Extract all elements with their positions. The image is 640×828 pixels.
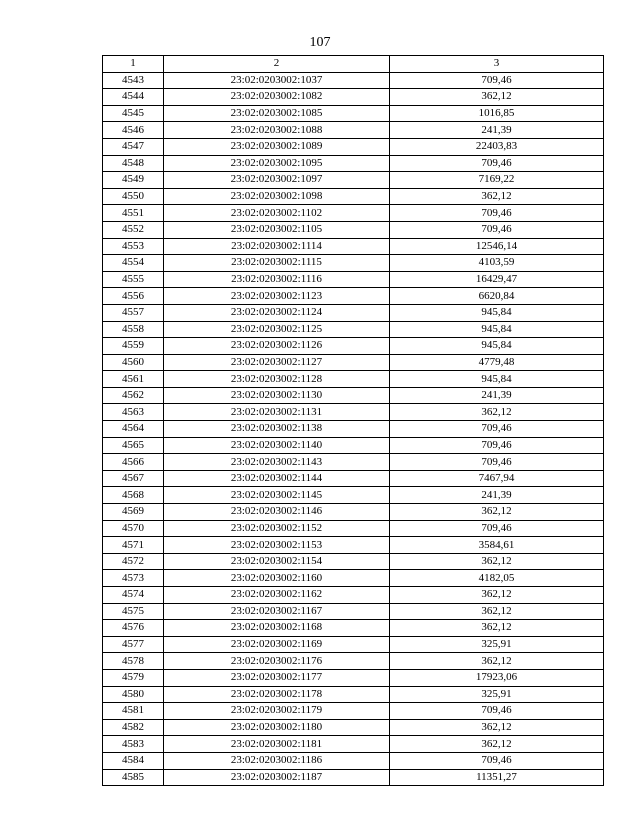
table-row — [103, 188, 604, 205]
cadastral-number-cell: 23:02:0203002:1088 — [164, 122, 390, 139]
table-row — [103, 288, 604, 305]
cadastral-number-cell: 23:02:0203002:1176 — [164, 653, 390, 670]
table-row — [103, 736, 604, 753]
cadastral-number-cell: 23:02:0203002:1168 — [164, 620, 390, 637]
row-number-cell: 4564 — [103, 421, 164, 438]
row-number-cell: 4561 — [103, 371, 164, 388]
cadastral-number-cell: 23:02:0203002:1178 — [164, 686, 390, 703]
row-number-cell: 4550 — [103, 188, 164, 205]
value-cell: 945,84 — [390, 321, 604, 338]
table-row — [103, 470, 604, 487]
table-row — [103, 437, 604, 454]
cadastral-number-cell: 23:02:0203002:1097 — [164, 172, 390, 189]
cadastral-number-cell: 23:02:0203002:1146 — [164, 504, 390, 521]
cadastral-number-cell: 23:02:0203002:1145 — [164, 487, 390, 504]
row-number-cell: 4559 — [103, 338, 164, 355]
value-cell: 362,12 — [390, 89, 604, 106]
value-cell: 709,46 — [390, 520, 604, 537]
cadastral-number-cell: 23:02:0203002:1186 — [164, 752, 390, 769]
cadastral-number-cell: 23:02:0203002:1167 — [164, 603, 390, 620]
table-row — [103, 172, 604, 189]
row-number-cell: 4576 — [103, 620, 164, 637]
row-number-cell: 4567 — [103, 470, 164, 487]
row-number-cell: 4563 — [103, 404, 164, 421]
cadastral-number-cell: 23:02:0203002:1116 — [164, 271, 390, 288]
value-cell: 709,46 — [390, 155, 604, 172]
row-number-cell: 4551 — [103, 205, 164, 222]
table-row — [103, 421, 604, 438]
table-row — [103, 205, 604, 222]
row-number-cell: 4547 — [103, 138, 164, 155]
table-row — [103, 387, 604, 404]
cadastral-number-cell: 23:02:0203002:1160 — [164, 570, 390, 587]
value-cell: 362,12 — [390, 736, 604, 753]
value-cell: 709,46 — [390, 421, 604, 438]
cadastral-number-cell: 23:02:0203002:1152 — [164, 520, 390, 537]
value-cell: 709,46 — [390, 221, 604, 238]
value-cell: 7467,94 — [390, 470, 604, 487]
table-row — [103, 321, 604, 338]
cadastral-number-cell: 23:02:0203002:1126 — [164, 338, 390, 355]
row-number-cell: 4579 — [103, 669, 164, 686]
cadastral-number-cell: 23:02:0203002:1181 — [164, 736, 390, 753]
row-number-cell: 4577 — [103, 636, 164, 653]
cadastral-number-cell: 23:02:0203002:1127 — [164, 354, 390, 371]
row-number-cell: 4584 — [103, 752, 164, 769]
cadastral-number-cell: 23:02:0203002:1131 — [164, 404, 390, 421]
table-row — [103, 553, 604, 570]
row-number-cell: 4555 — [103, 271, 164, 288]
value-cell: 362,12 — [390, 620, 604, 637]
value-cell: 709,46 — [390, 454, 604, 471]
value-cell: 362,12 — [390, 188, 604, 205]
value-cell: 709,46 — [390, 72, 604, 89]
cadastral-number-cell: 23:02:0203002:1123 — [164, 288, 390, 305]
row-number-cell: 4560 — [103, 354, 164, 371]
value-cell: 7169,22 — [390, 172, 604, 189]
page-number: 107 — [309, 35, 331, 50]
table-row — [103, 769, 604, 786]
table-row — [103, 636, 604, 653]
row-number-cell: 4569 — [103, 504, 164, 521]
table-header — [103, 56, 604, 73]
row-number-cell: 4582 — [103, 719, 164, 736]
table-row — [103, 487, 604, 504]
row-number-cell: 4562 — [103, 387, 164, 404]
cadastral-number-cell: 23:02:0203002:1098 — [164, 188, 390, 205]
table-row — [103, 703, 604, 720]
cadastral-number-cell: 23:02:0203002:1102 — [164, 205, 390, 222]
table-row — [103, 72, 604, 89]
value-cell: 3584,61 — [390, 537, 604, 554]
table-row — [103, 255, 604, 272]
table-row — [103, 404, 604, 421]
value-cell: 6620,84 — [390, 288, 604, 305]
row-number-cell: 4583 — [103, 736, 164, 753]
cadastral-number-cell: 23:02:0203002:1082 — [164, 89, 390, 106]
cadastral-number-cell: 23:02:0203002:1037 — [164, 72, 390, 89]
cadastral-number-cell: 23:02:0203002:1153 — [164, 537, 390, 554]
row-number-cell: 4568 — [103, 487, 164, 504]
row-number-cell: 4543 — [103, 72, 164, 89]
value-cell: 362,12 — [390, 587, 604, 604]
table-row — [103, 354, 604, 371]
cadastral-number-cell: 23:02:0203002:1089 — [164, 138, 390, 155]
column-header-1: 1 — [103, 56, 164, 73]
value-cell: 4103,59 — [390, 255, 604, 272]
table-row — [103, 587, 604, 604]
value-cell: 362,12 — [390, 553, 604, 570]
value-cell: 12546,14 — [390, 238, 604, 255]
row-number-cell: 4573 — [103, 570, 164, 587]
cadastral-number-cell: 23:02:0203002:1140 — [164, 437, 390, 454]
row-number-cell: 4578 — [103, 653, 164, 670]
value-cell: 325,91 — [390, 636, 604, 653]
value-cell: 325,91 — [390, 686, 604, 703]
column-header-2: 2 — [164, 56, 390, 73]
table-row — [103, 89, 604, 106]
cadastral-number-cell: 23:02:0203002:1095 — [164, 155, 390, 172]
value-cell: 709,46 — [390, 703, 604, 720]
table-row — [103, 686, 604, 703]
row-number-cell: 4548 — [103, 155, 164, 172]
cadastral-number-cell: 23:02:0203002:1085 — [164, 105, 390, 122]
table-row — [103, 271, 604, 288]
table-row — [103, 138, 604, 155]
row-number-cell: 4565 — [103, 437, 164, 454]
table-row — [103, 155, 604, 172]
row-number-cell: 4556 — [103, 288, 164, 305]
table-row — [103, 238, 604, 255]
column-header-3: 3 — [390, 56, 604, 73]
registry-table — [102, 55, 604, 786]
table-row — [103, 338, 604, 355]
value-cell: 709,46 — [390, 752, 604, 769]
table-row — [103, 653, 604, 670]
row-number-cell: 4571 — [103, 537, 164, 554]
row-number-cell: 4558 — [103, 321, 164, 338]
row-number-cell: 4553 — [103, 238, 164, 255]
value-cell: 22403,83 — [390, 138, 604, 155]
value-cell: 709,46 — [390, 205, 604, 222]
table-row — [103, 371, 604, 388]
value-cell: 362,12 — [390, 603, 604, 620]
row-number-cell: 4566 — [103, 454, 164, 471]
header-row — [103, 56, 604, 73]
table-row — [103, 669, 604, 686]
row-number-cell: 4580 — [103, 686, 164, 703]
table-row — [103, 620, 604, 637]
value-cell: 241,39 — [390, 487, 604, 504]
cadastral-number-cell: 23:02:0203002:1187 — [164, 769, 390, 786]
table-row — [103, 520, 604, 537]
cadastral-number-cell: 23:02:0203002:1138 — [164, 421, 390, 438]
value-cell: 362,12 — [390, 719, 604, 736]
value-cell: 945,84 — [390, 338, 604, 355]
row-number-cell: 4575 — [103, 603, 164, 620]
row-number-cell: 4544 — [103, 89, 164, 106]
cadastral-number-cell: 23:02:0203002:1115 — [164, 255, 390, 272]
cadastral-number-cell: 23:02:0203002:1179 — [164, 703, 390, 720]
value-cell: 1016,85 — [390, 105, 604, 122]
table-row — [103, 603, 604, 620]
row-number-cell: 4546 — [103, 122, 164, 139]
table-row — [103, 105, 604, 122]
cadastral-number-cell: 23:02:0203002:1125 — [164, 321, 390, 338]
row-number-cell: 4554 — [103, 255, 164, 272]
value-cell: 362,12 — [390, 504, 604, 521]
row-number-cell: 4557 — [103, 304, 164, 321]
table-row — [103, 304, 604, 321]
table-row — [103, 454, 604, 471]
cadastral-number-cell: 23:02:0203002:1169 — [164, 636, 390, 653]
table-row — [103, 221, 604, 238]
table-row — [103, 122, 604, 139]
value-cell: 17923,06 — [390, 669, 604, 686]
cadastral-number-cell: 23:02:0203002:1130 — [164, 387, 390, 404]
row-number-cell: 4581 — [103, 703, 164, 720]
cadastral-number-cell: 23:02:0203002:1143 — [164, 454, 390, 471]
row-number-cell: 4552 — [103, 221, 164, 238]
cadastral-number-cell: 23:02:0203002:1154 — [164, 553, 390, 570]
value-cell: 4182,05 — [390, 570, 604, 587]
value-cell: 362,12 — [390, 653, 604, 670]
cadastral-number-cell: 23:02:0203002:1162 — [164, 587, 390, 604]
table-row — [103, 570, 604, 587]
row-number-cell: 4574 — [103, 587, 164, 604]
cadastral-number-cell: 23:02:0203002:1144 — [164, 470, 390, 487]
table-row — [103, 504, 604, 521]
cadastral-number-cell: 23:02:0203002:1180 — [164, 719, 390, 736]
value-cell: 709,46 — [390, 437, 604, 454]
value-cell: 945,84 — [390, 371, 604, 388]
table-row — [103, 752, 604, 769]
cadastral-number-cell: 23:02:0203002:1128 — [164, 371, 390, 388]
cadastral-number-cell: 23:02:0203002:1124 — [164, 304, 390, 321]
value-cell: 11351,27 — [390, 769, 604, 786]
cadastral-number-cell: 23:02:0203002:1177 — [164, 669, 390, 686]
value-cell: 16429,47 — [390, 271, 604, 288]
row-number-cell: 4549 — [103, 172, 164, 189]
value-cell: 241,39 — [390, 387, 604, 404]
value-cell: 4779,48 — [390, 354, 604, 371]
table-row — [103, 719, 604, 736]
cadastral-number-cell: 23:02:0203002:1114 — [164, 238, 390, 255]
row-number-cell: 4585 — [103, 769, 164, 786]
row-number-cell: 4572 — [103, 553, 164, 570]
row-number-cell: 4545 — [103, 105, 164, 122]
table-body — [103, 72, 604, 786]
value-cell: 945,84 — [390, 304, 604, 321]
table-row — [103, 537, 604, 554]
value-cell: 362,12 — [390, 404, 604, 421]
cadastral-number-cell: 23:02:0203002:1105 — [164, 221, 390, 238]
value-cell: 241,39 — [390, 122, 604, 139]
row-number-cell: 4570 — [103, 520, 164, 537]
